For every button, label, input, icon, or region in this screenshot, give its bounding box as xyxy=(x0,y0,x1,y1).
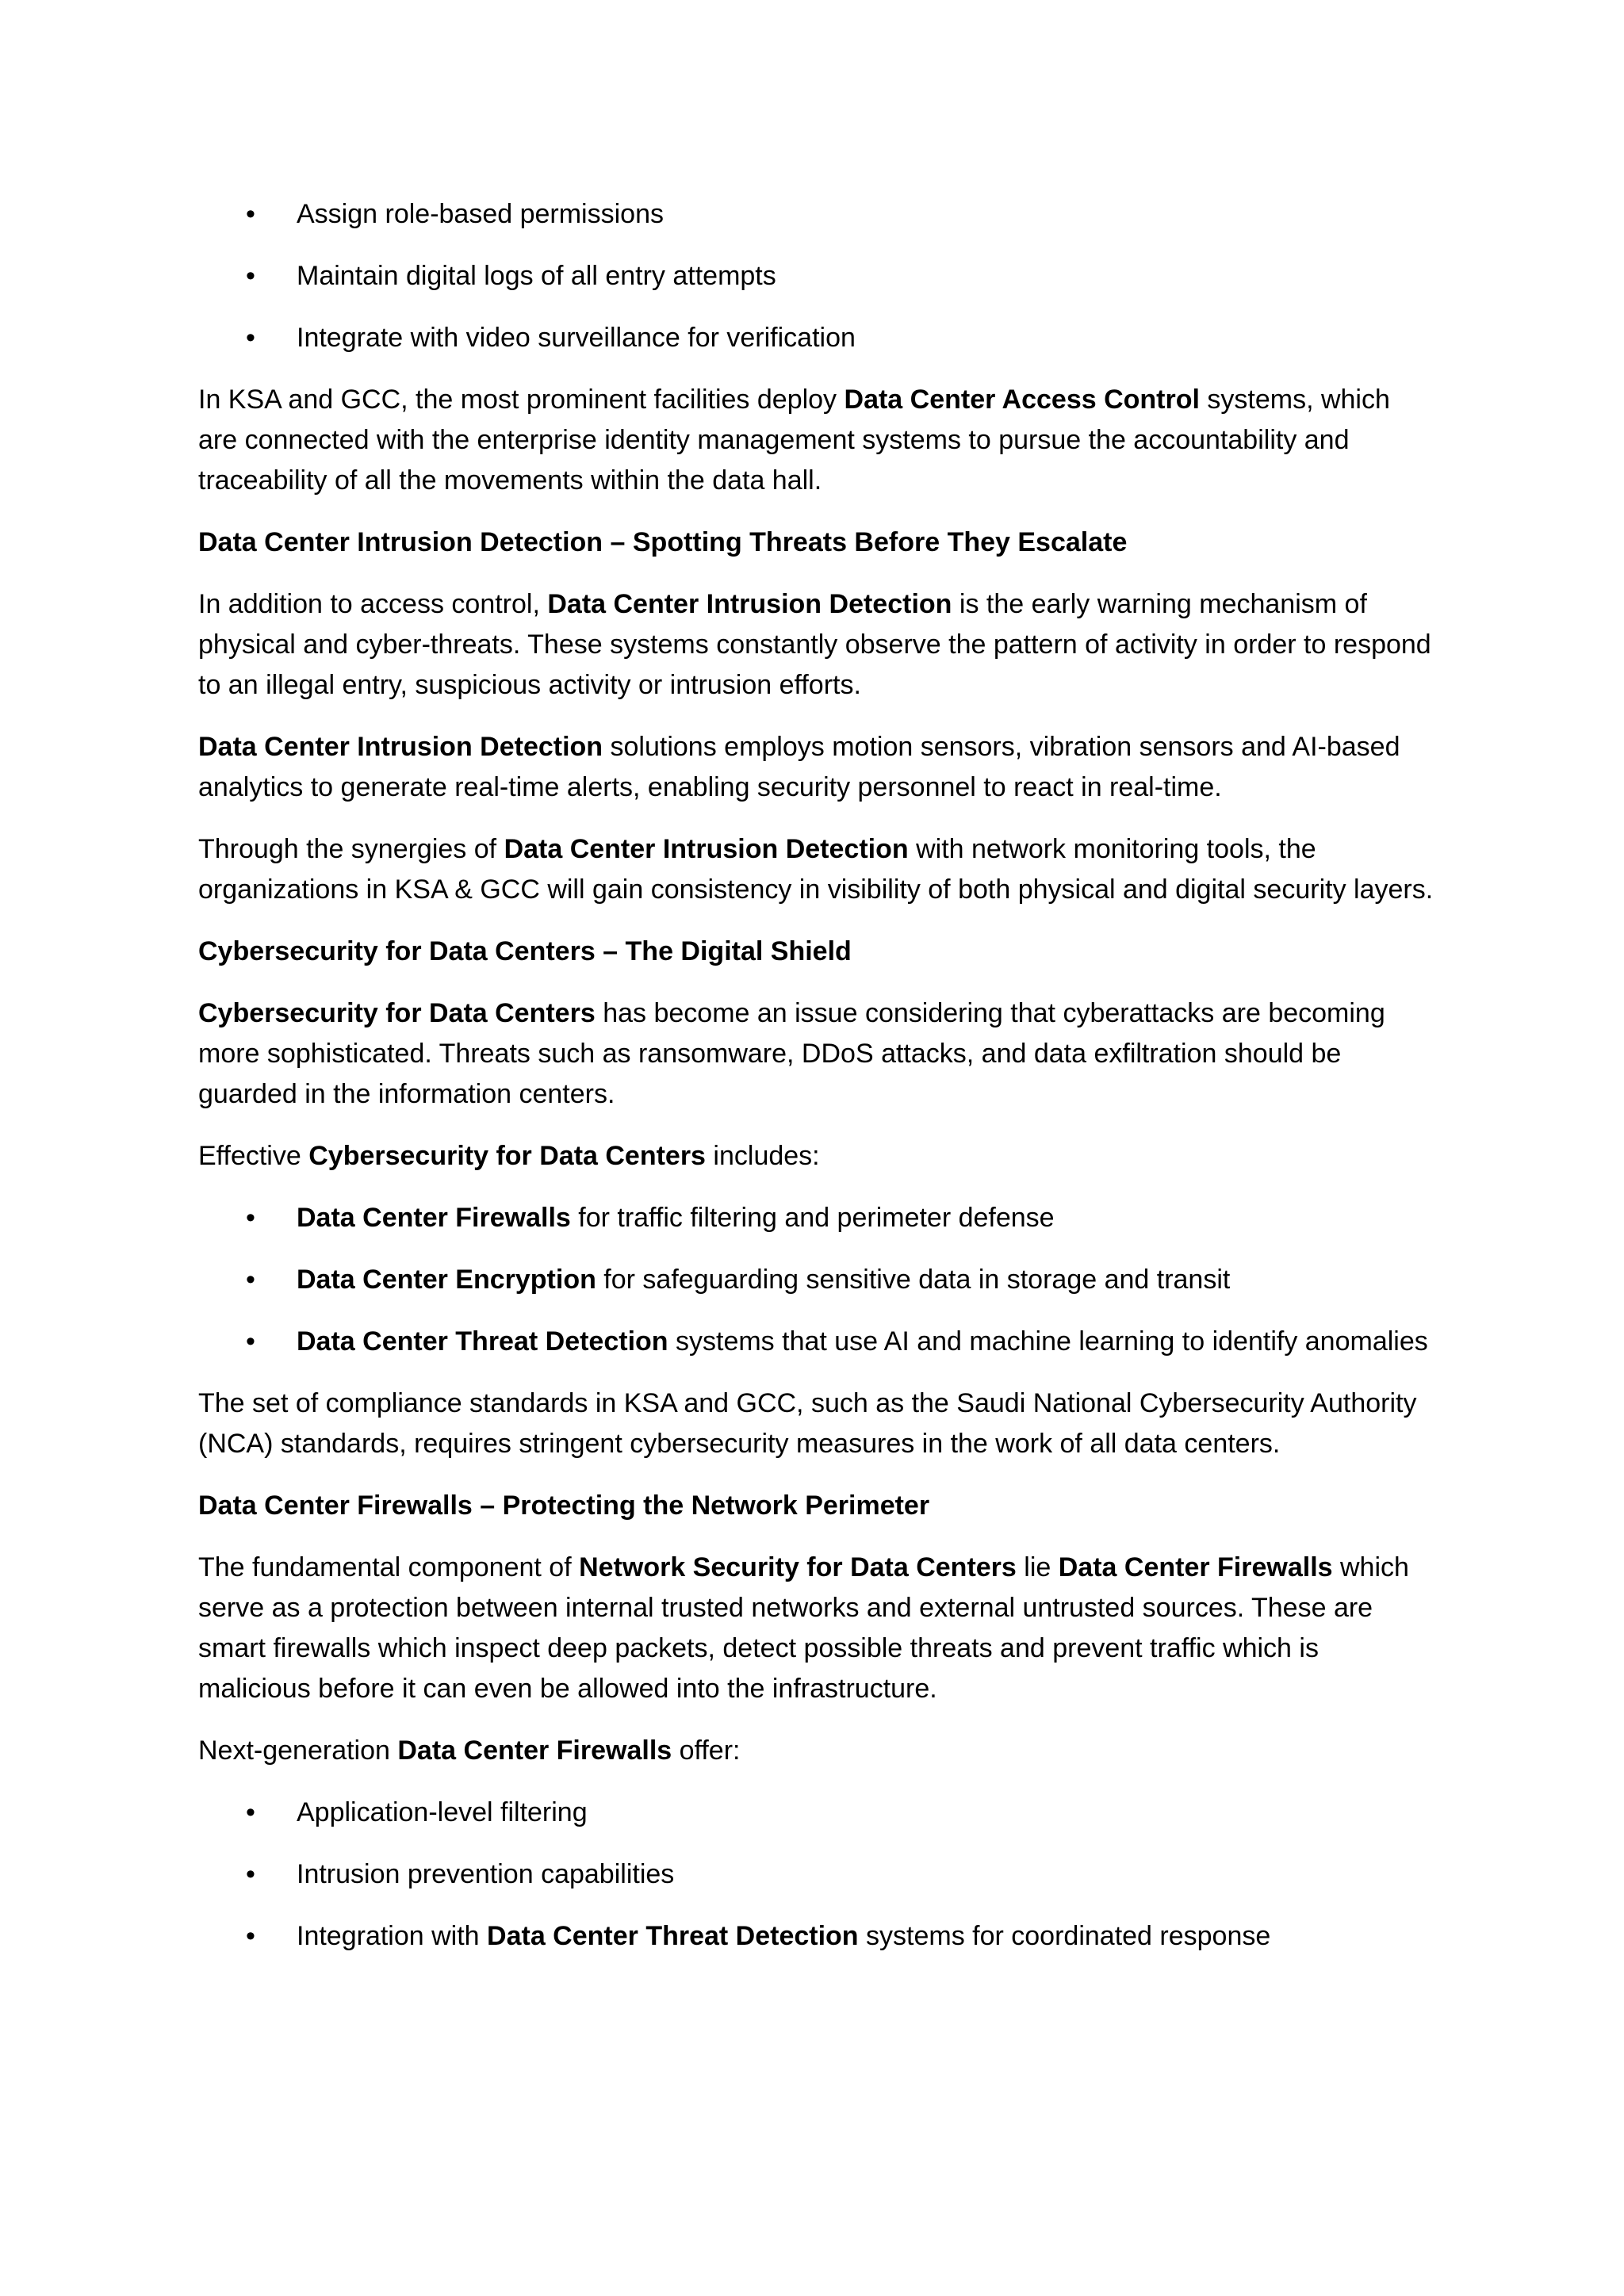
section-heading-intrusion: Data Center Intrusion Detection – Spotting Threats Before They Escalate xyxy=(198,527,1128,557)
list-item: • Maintain digital logs of all entry attempts xyxy=(198,256,1435,297)
list-item: • Data Center Threat Detection systems that use AI and machine learning to identify anomalies xyxy=(198,1322,1435,1362)
list-item: • Integrate with video surveillance for verification xyxy=(198,318,1435,358)
paragraph-intrusion-synergy: Through the synergies of Data Center Intrusion Detection with network monitoring tools, the organizations in KSA & GCC will gain consistency in visibility of both physical and digital security layers. xyxy=(198,834,1434,905)
paragraph-cybersecurity-includes: Effective Cybersecurity for Data Centers includes: xyxy=(198,1141,820,1171)
paragraph-firewalls-intro: The fundamental component of Network Security for Data Centers lie Data Center Firewalls which serve as a protection between internal trusted networks and external untrusted sources. These are smart firewalls which inspect deep packets, detect possible threats and prevent traffic which is malicious before it can even be allowed into the infrastructure. xyxy=(198,1552,1409,1704)
bullet-list-cybersecurity xyxy=(198,1198,1435,1362)
paragraph-intrusion-sensors: Data Center Intrusion Detection solutions employs motion sensors, vibration sensors and AI-based analytics to generate real-time alerts, enabling security personnel to react in real-time. xyxy=(198,732,1400,802)
bullet-icon: • xyxy=(246,1203,255,1233)
paragraph-firewalls-offer: Next-generation Data Center Firewalls offer: xyxy=(198,1735,741,1766)
list-item: • Assign role-based permissions xyxy=(198,194,1435,235)
paragraph-intrusion-intro: In addition to access control, Data Center Intrusion Detection is the early warning mechanism of physical and cyber-threats. These systems constantly observe the pattern of activity in order to respond to an illegal entry, suspicious activity or intrusion efforts. xyxy=(198,589,1431,700)
list-item: • Intrusion prevention capabilities xyxy=(198,1854,1435,1895)
bullet-list-access xyxy=(198,194,1435,358)
bullet-icon: • xyxy=(246,1859,255,1889)
list-item: • Data Center Firewalls for traffic filtering and perimeter defense xyxy=(198,1198,1435,1238)
paragraph-compliance: The set of compliance standards in KSA and GCC, such as the Saudi National Cybersecurity Authority (NCA) standards, requires stringent cybersecurity measures in the work of all data centers. xyxy=(198,1388,1417,1459)
bullet-icon: • xyxy=(246,1326,255,1357)
bullet-icon: • xyxy=(246,1797,255,1827)
bullet-icon: • xyxy=(246,1265,255,1295)
list-item: • Integration with Data Center Threat Detection systems for coordinated response xyxy=(198,1916,1435,1957)
paragraph-access-control: In KSA and GCC, the most prominent facilities deploy Data Center Access Control systems, which are connected with the enterprise identity management systems to pursue the accountability and traceability of all the movements within the data hall. xyxy=(198,385,1390,496)
bullet-icon: • xyxy=(246,261,255,291)
bullet-icon: • xyxy=(246,323,255,353)
section-heading-firewalls: Data Center Firewalls – Protecting the Network Perimeter xyxy=(198,1490,930,1521)
bullet-icon: • xyxy=(246,199,255,229)
paragraph-cybersecurity-intro: Cybersecurity for Data Centers has become an issue considering that cyberattacks are becoming more sophisticated. Threats such as ransomware, DDoS attacks, and data exfiltration should be guarded in the information centers. xyxy=(198,998,1385,1109)
list-item: • Data Center Encryption for safeguarding sensitive data in storage and transit xyxy=(198,1260,1435,1300)
section-heading-cybersecurity: Cybersecurity for Data Centers – The Digital Shield xyxy=(198,936,852,966)
bullet-icon: • xyxy=(246,1921,255,1951)
bullet-list-firewalls xyxy=(198,1793,1435,1957)
document-body xyxy=(198,194,1435,1978)
list-item: • Application-level filtering xyxy=(198,1793,1435,1833)
